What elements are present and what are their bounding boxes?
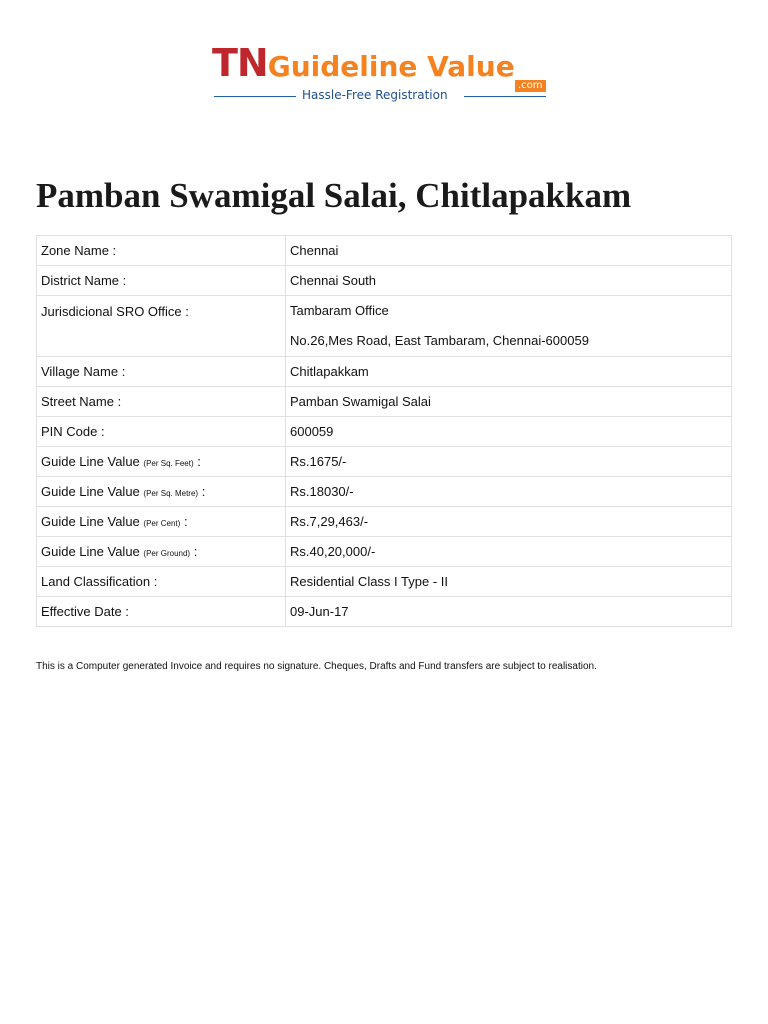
gv-suffix: : (201, 484, 206, 499)
gv-cent-value: Rs.7,29,463/- (286, 507, 732, 537)
table-row (37, 477, 732, 507)
table-row (37, 567, 732, 597)
district-label: District Name : (37, 266, 286, 296)
logo-tagline: Hassle-Free Registration (302, 88, 448, 102)
tagline-divider-right (464, 96, 546, 97)
table-row (37, 266, 732, 296)
logo-tn: TN (212, 41, 268, 85)
gv-unit: (Per Ground) (143, 549, 191, 558)
gv-ground-value: Rs.40,20,000/- (286, 537, 732, 567)
site-logo[interactable] (212, 41, 548, 106)
gv-unit: (Per Sq. Metre) (143, 489, 199, 498)
effective-date-label: Effective Date : (37, 597, 286, 627)
street-value: Pamban Swamigal Salai (286, 387, 732, 417)
sro-value-cell (286, 296, 732, 357)
zone-label: Zone Name : (37, 236, 286, 266)
logo-domain-badge: .com (515, 80, 546, 92)
effective-date-value: 09-Jun-17 (286, 597, 732, 627)
street-label: Street Name : (37, 387, 286, 417)
guideline-details-table (36, 235, 732, 627)
village-value: Chitlapakkam (286, 357, 732, 387)
sro-label: Jurisdicional SRO Office : (37, 296, 286, 357)
table-row (37, 447, 732, 477)
gv-sqft-label (37, 447, 286, 477)
gv-unit: (Per Cent) (143, 519, 181, 528)
table-row (37, 236, 732, 266)
logo-brand: Guideline Value (267, 50, 515, 83)
gv-suffix: : (193, 544, 198, 559)
table-row (37, 537, 732, 567)
sro-office-name: Tambaram Office (290, 303, 389, 318)
disclaimer-note: This is a Computer generated Invoice and requires no signature. Cheques, Drafts and Fund transfers are subject to realisation. (36, 661, 597, 672)
table-row (37, 597, 732, 627)
table-row (37, 296, 732, 357)
pin-label: PIN Code : (37, 417, 286, 447)
zone-value: Chennai (286, 236, 732, 266)
gv-label-text: Guide Line Value (41, 454, 140, 469)
page-title: Pamban Swamigal Salai, Chitlapakkam (36, 176, 632, 215)
sro-office-address: No.26,Mes Road, East Tambaram, Chennai-600059 (290, 333, 589, 348)
gv-suffix: : (197, 454, 201, 469)
gv-unit: (Per Sq. Feet) (143, 459, 194, 468)
gv-sqm-value: Rs.18030/- (286, 477, 732, 507)
gv-sqm-label (37, 477, 286, 507)
table-row (37, 417, 732, 447)
table-row (37, 507, 732, 537)
table-row (37, 357, 732, 387)
village-label: Village Name : (37, 357, 286, 387)
district-value: Chennai South (286, 266, 732, 296)
gv-label-text: Guide Line Value (41, 514, 140, 529)
gv-label-text: Guide Line Value (41, 544, 140, 559)
table-row (37, 387, 732, 417)
gv-sqft-value: Rs.1675/- (286, 447, 732, 477)
land-class-value: Residential Class I Type - II (286, 567, 732, 597)
tagline-divider-left (214, 96, 296, 97)
gv-cent-label (37, 507, 286, 537)
pin-value: 600059 (286, 417, 732, 447)
logo-wordmark (212, 41, 515, 85)
land-class-label: Land Classification : (37, 567, 286, 597)
gv-label-text: Guide Line Value (41, 484, 140, 499)
gv-ground-label (37, 537, 286, 567)
gv-suffix: : (183, 514, 188, 529)
logo-tagline-row (214, 88, 544, 104)
